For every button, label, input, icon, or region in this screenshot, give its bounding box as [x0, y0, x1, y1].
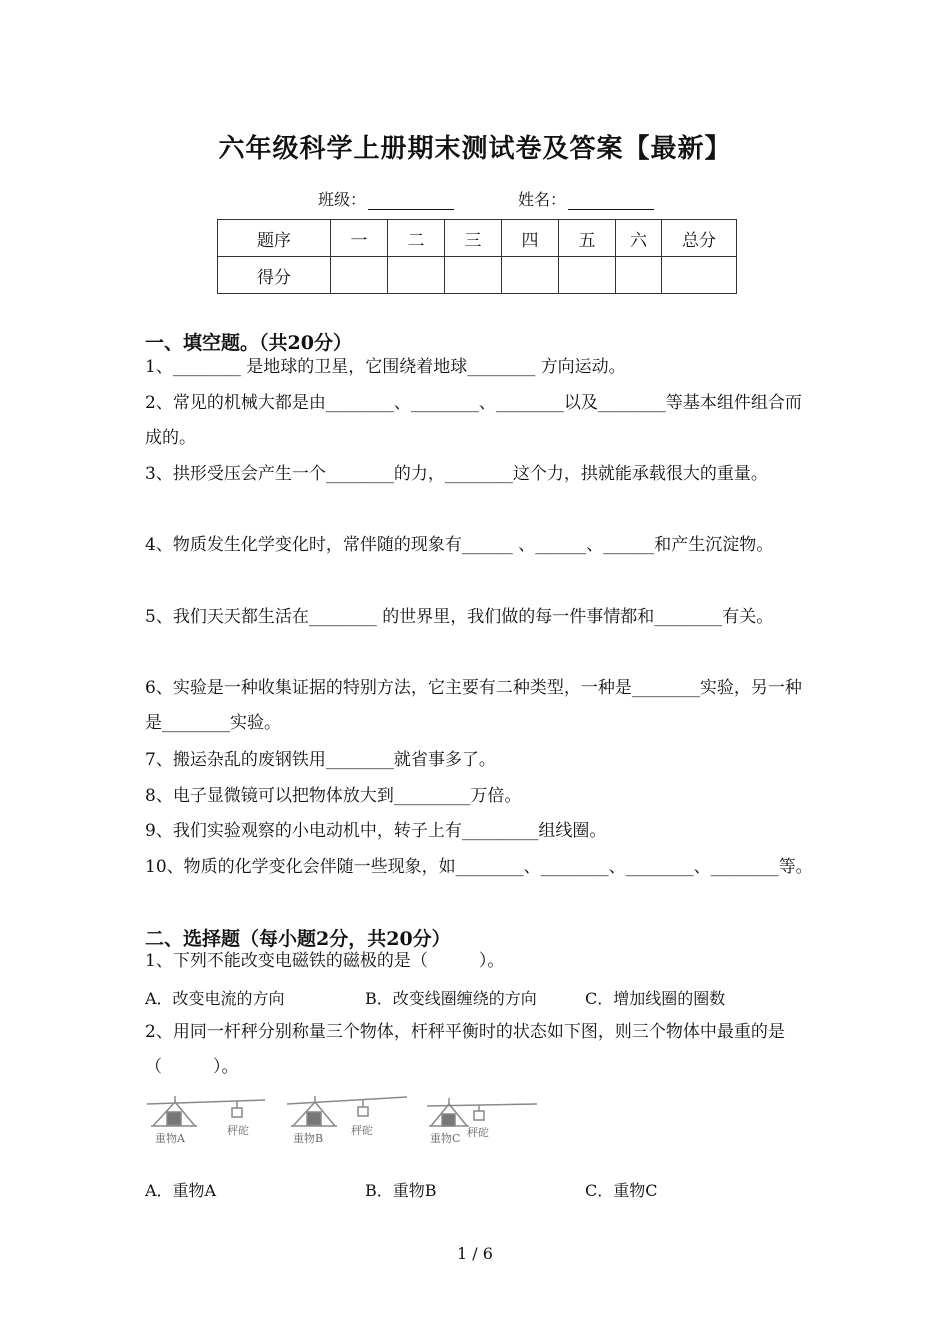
score-table-header-row — [218, 220, 737, 257]
class-blank[interactable] — [368, 193, 454, 210]
steelyard-a-illustration — [147, 1096, 265, 1126]
fill-question-7: 7、搬运杂乱的废钢铁用________就省事多了。 — [145, 750, 496, 770]
score-table-score-row — [218, 257, 737, 294]
header-cell: 总分 — [662, 220, 737, 257]
fill-question-6: 6、实验是一种收集证据的特别方法，它主要有二种类型，一种是________实验，另一种是________实验。 — [145, 678, 802, 733]
header-cell: 三 — [445, 220, 502, 257]
score-cell[interactable] — [388, 257, 445, 294]
choice-question-2: 2、用同一杆秤分别称量三个物体，杆秤平衡时的状态如下图，则三个物体中最重的是（ ）。 — [145, 1022, 785, 1077]
q2-option-c[interactable]: C．重物C — [585, 1181, 658, 1200]
score-cell[interactable] — [331, 257, 388, 294]
name-field — [518, 187, 654, 210]
score-cell[interactable] — [616, 257, 662, 294]
score-table — [217, 219, 737, 294]
q2-option-b[interactable]: B．重物B — [365, 1181, 437, 1200]
steelyard-b-illustration — [287, 1096, 407, 1126]
score-cell[interactable] — [502, 257, 559, 294]
figure-label-counterweight-1: 秤砣 — [227, 1124, 249, 1137]
header-cell: 六 — [616, 220, 662, 257]
figure-label-weight-b: 重物B — [293, 1132, 324, 1145]
header-cell: 五 — [559, 220, 616, 257]
score-row-label: 得分 — [218, 257, 331, 294]
name-blank[interactable] — [568, 193, 654, 210]
fill-question-5: 5、我们天天都生活在________ 的世界里，我们做的每一件事情都和________有关。 — [145, 607, 774, 627]
section1-heading: 一、填空题。（共20分） — [145, 332, 352, 354]
header-cell: 题序 — [218, 220, 331, 257]
page-title: 六年级科学上册期末测试卷及答案【最新】 — [218, 134, 732, 164]
q1-option-b[interactable]: B．改变线圈缠绕的方向 — [365, 989, 537, 1008]
figure-label-counterweight-3: 秤砣 — [467, 1126, 489, 1139]
fill-question-1: 1、________ 是地球的卫星，它围绕着地球________ 方向运动。 — [145, 357, 626, 377]
class-label: 班级： — [318, 190, 367, 209]
q1-option-c[interactable]: C．增加线圈的圈数 — [585, 989, 726, 1008]
q1-option-a[interactable]: A．改变电流的方向 — [145, 989, 285, 1008]
fill-question-9: 9、我们实验观察的小电动机中，转子上有_________组线圈。 — [145, 821, 607, 841]
score-cell[interactable] — [445, 257, 502, 294]
fill-question-10: 10、物质的化学变化会伴随一些现象，如________、________、________、________等。 — [145, 857, 813, 877]
fill-question-4: 4、物质发生化学变化时，常伴随的现象有______ 、______、______和产生沉淀物。 — [145, 535, 774, 555]
header-cell: 一 — [331, 220, 388, 257]
steelyard-figure — [145, 1092, 545, 1152]
figure-label-weight-a: 重物A — [155, 1132, 185, 1145]
name-label: 姓名： — [518, 190, 567, 209]
steelyard-c-illustration — [427, 1098, 537, 1126]
figure-label-weight-c: 重物C — [430, 1132, 461, 1145]
fill-question-2: 2、常见的机械大都是由________、________、________以及________等基本组件组合而成的。 — [145, 393, 802, 448]
section2-heading: 二、选择题（每小题2分，共20分） — [145, 928, 451, 950]
score-cell[interactable] — [559, 257, 616, 294]
page-number: 1 / 6 — [457, 1244, 493, 1263]
class-field — [318, 187, 454, 210]
choice-question-1: 1、下列不能改变电磁铁的磁极的是（ ）。 — [145, 951, 505, 971]
fill-question-8: 8、电子显微镜可以把物体放大到_________万倍。 — [145, 786, 522, 806]
fill-question-3: 3、拱形受压会产生一个________的力，________这个力，拱就能承载很大的重量。 — [145, 464, 768, 484]
header-cell: 二 — [388, 220, 445, 257]
score-cell[interactable] — [662, 257, 737, 294]
figure-label-counterweight-2: 秤砣 — [351, 1124, 373, 1137]
q2-option-a[interactable]: A．重物A — [145, 1181, 217, 1200]
header-cell: 四 — [502, 220, 559, 257]
